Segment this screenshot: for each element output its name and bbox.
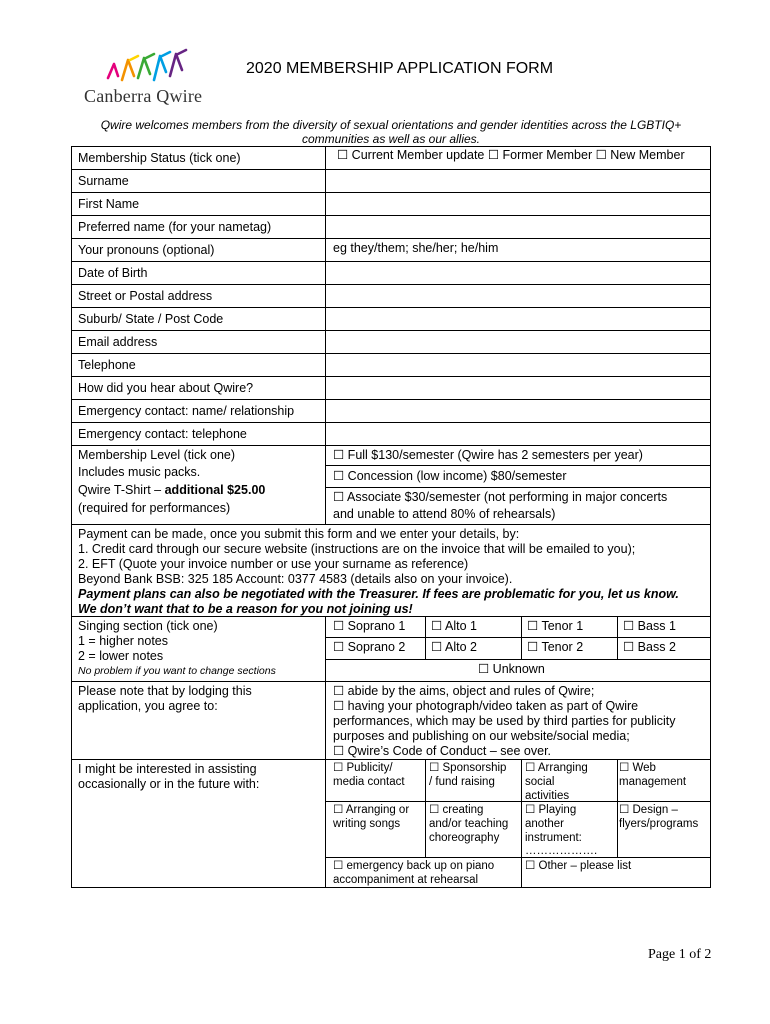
emergency-phone-field[interactable] xyxy=(326,423,710,445)
agree-aims[interactable]: ☐ abide by the aims, object and rules of Qwire; xyxy=(333,684,595,698)
interest-social-line-2: social xyxy=(525,776,555,788)
first-name-field[interactable] xyxy=(326,193,710,215)
payment-line-4: Beyond Bank BSB: 325 185 Account: 0377 4583 (details also on your invoice). xyxy=(78,572,513,586)
interest-other[interactable]: ☐ Other – please list xyxy=(525,860,632,872)
intro-line-2: communities as well as our allies. xyxy=(301,132,481,146)
label-agreement-1: Please note that by lodging this xyxy=(78,684,252,698)
emergency-name-field[interactable] xyxy=(326,400,710,422)
label-membership-status: Membership Status (tick one) xyxy=(78,151,241,165)
agree-photograph-note-2: purposes and publishing on our website/social media; xyxy=(333,729,630,743)
interest-piano-line-1: ☐ emergency back up on piano xyxy=(333,860,495,872)
label-tshirt xyxy=(78,483,265,498)
tshirt-prefix: Qwire T-Shirt – xyxy=(78,483,165,497)
label-singing-section: Singing section (tick one) xyxy=(78,619,218,633)
label-lower-notes: 2 = lower notes xyxy=(78,649,164,663)
agree-photograph[interactable]: ☐ having your photograph/video taken as part of Qwire xyxy=(333,699,639,713)
label-includes-music: Includes music packs. xyxy=(78,465,201,479)
membership-status-options[interactable]: ☐ Current Member update ☐ Former Member ☐ New Member xyxy=(337,148,685,162)
label-date-of-birth: Date of Birth xyxy=(78,266,148,280)
label-emergency-name: Emergency contact: name/ relationship xyxy=(78,404,295,418)
interest-instrument-line-2: another xyxy=(525,818,565,830)
interest-choreography-line-1: ☐ creating xyxy=(429,804,484,816)
interest-publicity-line-1: ☐ Publicity/ xyxy=(333,762,393,774)
payment-line-2: 1. Credit card through our secure website (instructions are on the invoice that will be emailed to you); xyxy=(78,542,636,556)
option-full-membership[interactable]: ☐ Full $130/semester (Qwire has 2 semesters per year) xyxy=(333,448,643,462)
street-field[interactable] xyxy=(326,285,710,307)
interest-instrument-line-3: instrument: xyxy=(525,832,582,844)
preferred-name-field[interactable] xyxy=(326,216,710,238)
option-bass-1[interactable]: ☐ Bass 1 xyxy=(623,619,676,633)
intro-line-1: Qwire welcomes members from the diversity of sexual orientations and gender identities across the LGBTIQ+ xyxy=(100,118,682,132)
interest-social-line-1: ☐ Arranging xyxy=(525,762,588,774)
option-soprano-2[interactable]: ☐ Soprano 2 xyxy=(333,640,406,654)
associate-note: and unable to attend 80% of rehearsals) xyxy=(333,507,556,521)
option-alto-1[interactable]: ☐ Alto 1 xyxy=(431,619,477,633)
label-surname: Surname xyxy=(78,174,129,188)
label-street: Street or Postal address xyxy=(78,289,213,303)
label-emergency-phone: Emergency contact: telephone xyxy=(78,427,247,441)
interest-piano-line-2: accompaniment at rehearsal xyxy=(333,874,479,886)
interest-sponsorship-line-2: / fund raising xyxy=(429,776,495,788)
interest-web-line-2: management xyxy=(619,776,687,788)
label-first-name: First Name xyxy=(78,197,140,211)
membership-form-table xyxy=(71,146,711,888)
interest-web-line-1: ☐ Web xyxy=(619,762,656,774)
email-field[interactable] xyxy=(326,331,710,353)
interest-publicity-line-2: media contact xyxy=(333,776,405,788)
interest-social-line-3: activities xyxy=(525,790,570,802)
payment-line-3: 2. EFT (Quote your invoice number or use your surname as reference) xyxy=(78,557,469,571)
interest-sponsorship-line-1: ☐ Sponsorship xyxy=(429,762,507,774)
hear-about-field[interactable] xyxy=(326,377,710,399)
option-tenor-1[interactable]: ☐ Tenor 1 xyxy=(527,619,584,633)
telephone-field[interactable] xyxy=(326,354,710,376)
agree-photograph-note-1: performances, which may be used by third parties for publicity xyxy=(333,714,676,728)
option-tenor-2[interactable]: ☐ Tenor 2 xyxy=(527,640,584,654)
option-associate-membership[interactable]: ☐ Associate $30/semester (not performing in major concerts xyxy=(333,490,668,504)
option-soprano-1[interactable]: ☐ Soprano 1 xyxy=(333,619,406,633)
interest-instrument-line-1: ☐ Playing xyxy=(525,804,577,816)
form-title: 2020 MEMBERSHIP APPLICATION FORM xyxy=(246,60,554,77)
interest-arranging-line-1: ☐ Arranging or xyxy=(333,804,410,816)
option-bass-2[interactable]: ☐ Bass 2 xyxy=(623,640,676,654)
surname-field[interactable] xyxy=(326,170,710,192)
label-tshirt-note: (required for performances) xyxy=(78,501,231,515)
logo-text: Canberra Qwire xyxy=(84,86,203,106)
label-preferred-name: Preferred name (for your nametag) xyxy=(78,220,272,234)
payment-line-5: Payment plans can also be negotiated with the Treasurer. If fees are problematic for you, let us know. xyxy=(78,587,679,601)
agree-code-of-conduct[interactable]: ☐ Qwire’s Code of Conduct – see over. xyxy=(333,744,552,758)
label-pronouns: Your pronouns (optional) xyxy=(78,243,215,257)
label-interests-2: occasionally or in the future with: xyxy=(78,777,260,791)
label-telephone: Telephone xyxy=(78,358,136,372)
interest-design-line-2: flyers/programs xyxy=(619,818,699,830)
label-interests-1: I might be interested in assisting xyxy=(78,762,257,776)
label-change-sections: No problem if you want to change sections xyxy=(78,665,276,677)
label-membership-level: Membership Level (tick one) xyxy=(78,448,236,462)
interest-choreography-line-2: and/or teaching xyxy=(429,818,509,830)
label-hear-about: How did you hear about Qwire? xyxy=(78,381,254,395)
page-number: Page 1 of 2 xyxy=(648,947,712,962)
payment-line-1: Payment can be made, once you submit this form and we enter your details, by: xyxy=(78,527,520,541)
interest-arranging-line-2: writing songs xyxy=(333,818,401,830)
label-higher-notes: 1 = higher notes xyxy=(78,634,168,648)
interest-instrument-line-4: ………………. xyxy=(525,845,598,857)
pronouns-hint: eg they/them; she/her; he/him xyxy=(333,241,499,255)
option-unknown[interactable]: ☐ Unknown xyxy=(478,662,545,676)
label-agreement-2: application, you agree to: xyxy=(78,699,218,713)
interest-choreography-line-3: choreography xyxy=(429,832,500,844)
intro-text xyxy=(72,118,710,146)
tshirt-price: additional $25.00 xyxy=(164,483,266,497)
option-concession-membership[interactable]: ☐ Concession (low income) $80/semester xyxy=(333,469,567,483)
payment-line-6: We don’t want that to be a reason for you not joining us! xyxy=(78,602,413,616)
label-email: Email address xyxy=(78,335,158,349)
interest-design-line-1: ☐ Design – xyxy=(619,804,678,816)
date-of-birth-field[interactable] xyxy=(326,262,710,284)
suburb-field[interactable] xyxy=(326,308,710,330)
option-alto-2[interactable]: ☐ Alto 2 xyxy=(431,640,477,654)
label-suburb: Suburb/ State / Post Code xyxy=(78,312,224,326)
